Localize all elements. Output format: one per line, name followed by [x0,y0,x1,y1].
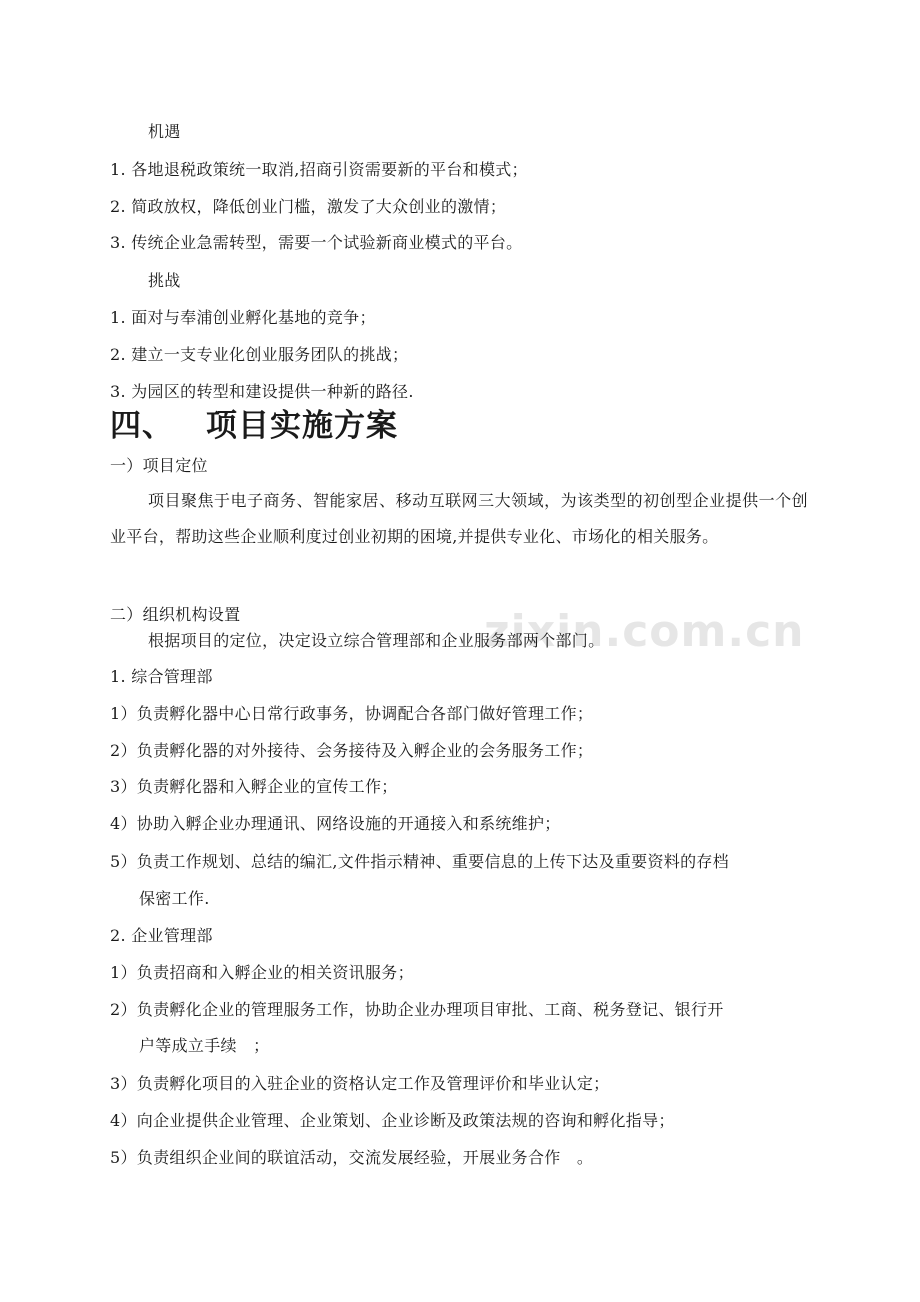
dept2-item-continuation: 户等成立手续 ； [139,1036,270,1055]
challenge-title: 挑战 [148,271,181,290]
dept1-item: 4）协助入孵企业办理通讯、网络设施的开通接入和系统维护； [110,814,561,833]
dept1-title: 1. 综合管理部 [110,667,213,686]
challenge-item: 3. 为园区的转型和建设提供一种新的路径. [110,382,414,401]
dept1-item: 2）负责孵化器的对外接待、会务接待及入孵企业的会务服务工作； [110,741,594,760]
dept2-item: 1）负责招商和入孵企业的相关资讯服务； [110,963,414,982]
dept2-title: 2. 企业管理部 [110,926,213,945]
challenge-item: 2. 建立一支专业化创业服务团队的挑战； [110,345,409,364]
dept2-item: 4）向企业提供企业管理、企业策划、企业诊断及政策法规的咨询和孵化指导； [110,1111,675,1130]
dept2-item: 2）负责孵化企业的管理服务工作，协助企业办理项目审批、工商、税务登记、银行开 [110,1000,724,1019]
watermark: zixin.com.cn [484,606,805,657]
section-number: 四、 [110,408,174,444]
dept1-item: 5）负责工作规划、总结的编汇,文件指示精神、重要信息的上传下达及重要资料的存档 [110,852,729,871]
dept2-item: 5）负责组织企业间的联谊活动，交流发展经验，开展业务合作 。 [110,1148,594,1167]
section-heading [110,407,398,445]
organization-title: 二）组织机构设置 [110,605,241,624]
opportunity-item: 2. 简政放权，降低创业门槛，激发了大众创业的激情； [110,197,507,216]
dept1-item: 1）负责孵化器中心日常行政事务，协调配合各部门做好管理工作； [110,704,594,723]
dept2-item: 3）负责孵化项目的入驻企业的资格认定工作及管理评价和毕业认定； [110,1074,610,1093]
opportunity-item: 3. 传统企业急需转型，需要一个试验新商业模式的平台。 [110,233,523,252]
positioning-body: 项目聚焦于电子商务、智能家居、移动互联网三大领域，为该类型的初创型企业提供一个创业平台，帮助这些企业顺利度过创业初期的困境,并提供专业化、市场化的相关服务。 [110,491,808,546]
organization-intro: 根据项目的定位，决定设立综合管理部和企业服务部两个部门。 [148,631,605,650]
opportunity-title: 机遇 [148,122,181,141]
positioning-title: 一）项目定位 [110,456,208,475]
opportunity-item: 1. 各地退税政策统一取消,招商引资需要新的平台和模式； [110,160,528,179]
dept1-item-continuation: 保密工作. [139,889,210,908]
challenge-item: 1. 面对与奉浦创业孵化基地的竞争； [110,308,376,327]
dept1-item: 3）负责孵化器和入孵企业的宣传工作； [110,777,398,796]
section-title: 项目实施方案 [206,408,398,444]
